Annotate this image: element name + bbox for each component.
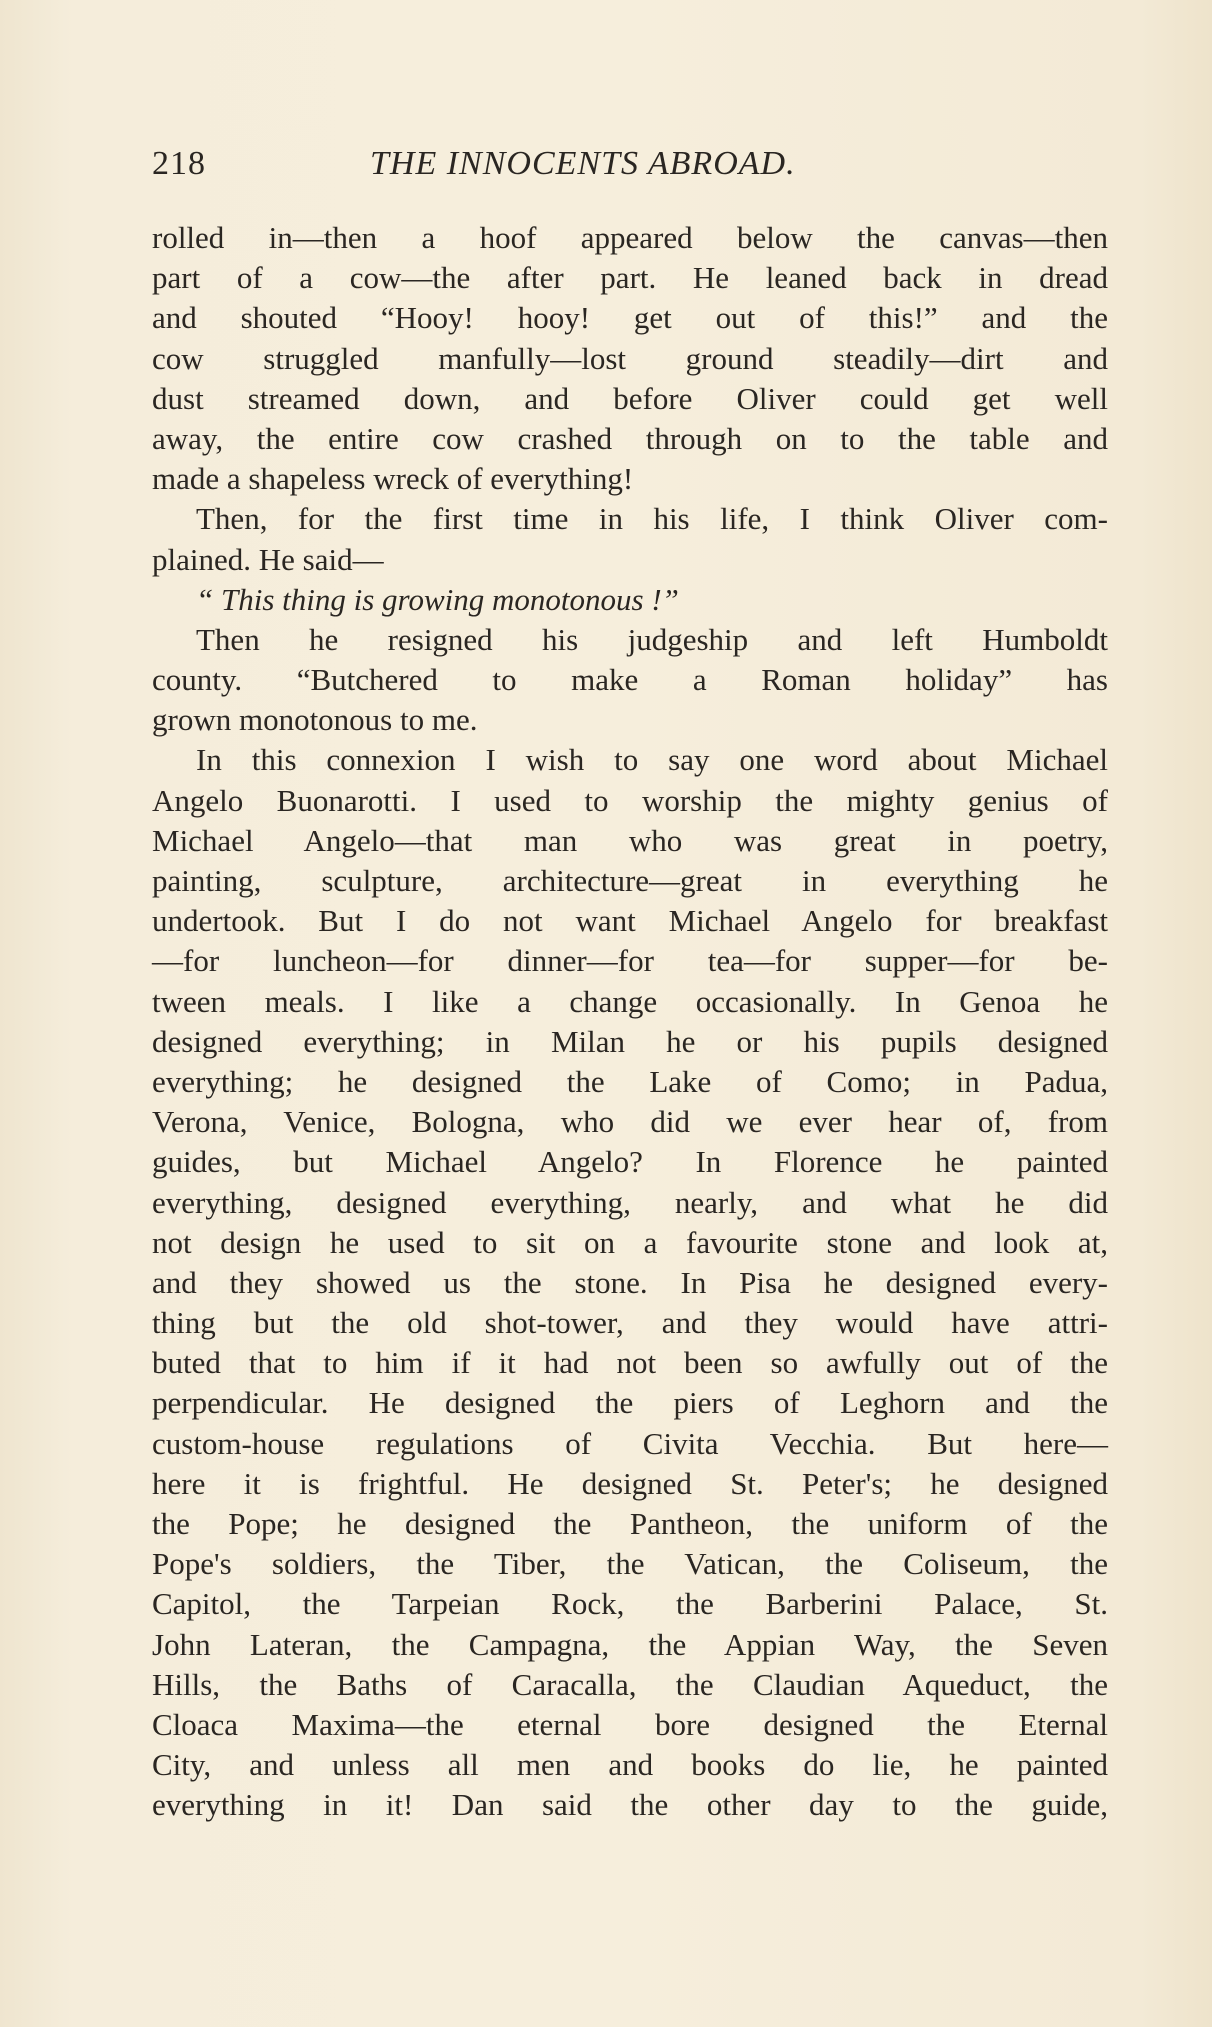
text-line: Angelo Buonarotti. I used to worship the mighty genius of <box>152 782 1108 818</box>
text-line: designed everything; in Milan he or his pupils designed <box>152 1023 1108 1059</box>
text-line: custom-house regulations of Civita Vecchia. But here— <box>152 1425 1108 1461</box>
text-line: part of a cow—the after part. He leaned back in dread <box>152 260 1108 296</box>
text-line: everything; he designed the Lake of Como; in Padua, <box>152 1063 1108 1099</box>
text-line: painting, sculpture, architecture—great in everything he <box>152 863 1108 898</box>
text-line: everything in it! Dan said the other day to the guide, <box>152 1787 1108 1823</box>
text-line: everything, designed everything, nearly, and what he did <box>152 1184 1108 1220</box>
text-line: Cloaca Maxima—the eternal bore designed the Eternal <box>152 1706 1108 1742</box>
text-line: the Pope; he designed the Pantheon, the uniform of the <box>152 1506 1108 1541</box>
text-line: Hills, the Baths of Caracalla, the Claudian Aqueduct, the <box>152 1666 1108 1702</box>
text-line: not design he used to sit on a favourite stone and look at, <box>152 1224 1108 1260</box>
text-line: Then he resigned his judgeship and left Humboldt <box>196 621 1108 657</box>
text-line: Michael Angelo—that man who was great in poetry, <box>152 822 1108 858</box>
page-header <box>152 145 1108 185</box>
text-line: undertook. But I do not want Michael Angelo for breakfast <box>152 903 1108 939</box>
text-line: City, and unless all men and books do lie, he painted <box>152 1747 1108 1783</box>
text-line: away, the entire cow crashed through on to the table and <box>152 420 1108 456</box>
text-line: —for luncheon—for dinner—for tea—for supper—for be- <box>152 943 1108 979</box>
text-line: here it is frightful. He designed St. Peter's; he designed <box>152 1465 1108 1501</box>
running-title: THE INNOCENTS ABROAD. <box>370 145 796 182</box>
text-line: dust streamed down, and before Oliver could get well <box>152 380 1108 416</box>
text-line: thing but the old shot-tower, and they would have attri- <box>152 1305 1108 1341</box>
text-line: John Lateran, the Campagna, the Appian Way, the Seven <box>152 1626 1108 1662</box>
text-line: and shouted “Hooy! hooy! get out of this!” and the <box>152 300 1108 336</box>
text-line: and they showed us the stone. In Pisa he designed every- <box>152 1264 1108 1300</box>
text-line: Then, for the first time in his life, I think Oliver com- <box>196 501 1108 537</box>
text-line: tween meals. I like a change occasionally. In Genoa he <box>152 983 1108 1019</box>
text-line: Capitol, the Tarpeian Rock, the Barberini Palace, St. <box>152 1586 1108 1622</box>
text-line: perpendicular. He designed the piers of Leghorn and the <box>152 1385 1108 1421</box>
body-text <box>152 218 1108 1826</box>
text-line: grown monotonous to me. <box>152 702 478 738</box>
text-line: buted that to him if it had not been so awfully out of the <box>152 1345 1108 1381</box>
text-line: made a shapeless wreck of everything! <box>152 461 634 497</box>
text-line: In this connexion I wish to say one word about Michael <box>196 742 1108 778</box>
text-line: “ This thing is growing monotonous !” <box>196 581 679 617</box>
text-line: Pope's soldiers, the Tiber, the Vatican, the Coliseum, the <box>152 1546 1108 1582</box>
text-line: rolled in—then a hoof appeared below the canvas—then <box>152 220 1108 255</box>
text-line: guides, but Michael Angelo? In Florence he painted <box>152 1144 1108 1180</box>
text-line: county. “Butchered to make a Roman holiday” has <box>152 662 1108 698</box>
text-line: cow struggled manfully—lost ground steadily—dirt and <box>152 340 1108 376</box>
text-line: Verona, Venice, Bologna, who did we ever hear of, from <box>152 1104 1108 1140</box>
page-number: 218 <box>152 145 206 182</box>
text-line: plained. He said— <box>152 541 384 577</box>
